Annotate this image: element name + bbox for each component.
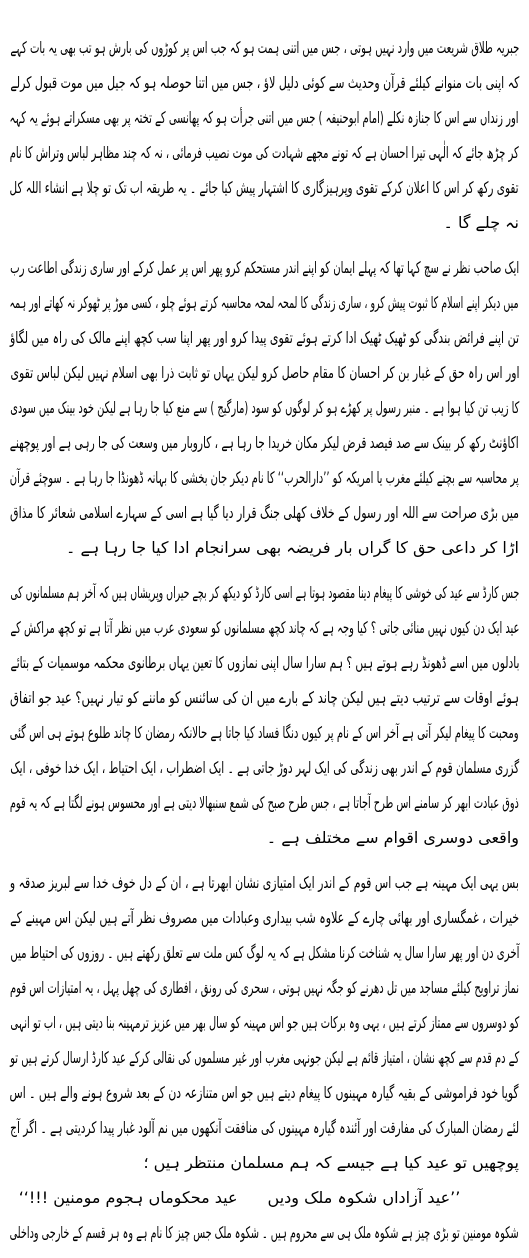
text-line [10,530,519,565]
text-line [10,785,519,820]
line-text: کر چڑھ جائے کہ الٰہی تیرا احسان ہے کہ تونے مجھے شہادت کی موت نصیب فرمائی ، نہ کہ چند مظاہر لباس وتراش کا نام [9,143,519,162]
line-text: شکوہ مومنین تو بڑی چیز ہے شکوہ ملک ہی سے محروم ہیں ۔ شکوہ ملک جس چیز کا نام ہے وہ ہر قسم کے خارجی وداخلی [10,1223,519,1242]
line-text: آخری دن اور پھر سارا سال یہ شناخت کرنا مشکل ہے کہ یہ لوگ کس ملت سے تعلق رکھتے ہیں ۔ روزوں کی احتیاط میں [9,943,519,962]
line-text: نہ چلے گا ۔ [443,213,519,232]
line-text: جس کارڈ سے عید کی خوشی کا پیغام دینا مقصود ہوتا ہے اسی کارڈ کو دیکھ کر بچے حیراں وپریشاں ہیں کہ آخر ہم مسلمانوں کی [10,583,519,602]
text-line [10,425,519,460]
text-line [10,285,519,320]
line-text: بس یہی ایک مہینہ ہے جب اس قوم کے اندر ایک امتیازی نشان ابھرتا ہے ، ان کے دل خوف خدا سے لبریز صدقہ و [10,873,519,892]
text-line [10,1005,519,1040]
line-text: جبریہ طلاق شریعت میں وارد نہیں ہوتی ، جس میں اتنی ہمت ہو کہ جب اس پر کوڑوں کی بارش ہو تب بھی یہ بات کہے [10,38,519,57]
text-line [10,715,519,750]
line-text: ہوئے اوقات سے ترتیب دیتے ہیں لیکن چاند کے بارے میں ان کی سائنس کو ماننے کو تیار نہیں؟ عید جو اتفاق [10,688,519,707]
line-text: اکاؤنٹ رکھ کر بینک سے صد فیصد قرض لیکر مکان خریدا جا رہا ہے ، کاروبار میں وسعت کی جا رہی ہے اور پوچھنے [10,433,519,452]
text-line [10,355,519,390]
text-line [10,680,519,715]
text-line [10,135,519,170]
line-text: گزری مسلمان قوم کے اندر بھی زندگی کی ایک لہر دوڑ جاتی ہے ۔ ایک اضطراب ، ایک احتیاط ، ایک خدا خوفی ، ایک [9,758,519,777]
line-text: ومحبت کا پیغام لیکر آتی ہے آخر اس کے نام پر کیوں دنگا فساد کیا جاتا ہے حالانکہ رمضان کا چاند طلوع ہوتے ہی اس گئی [10,723,519,742]
text-line [10,1145,519,1180]
text-line [10,30,519,65]
paragraph [10,575,519,855]
line-text: تقوی رکھ کر اس کا اعلان کرکے تقوی وپرہیزگاری کا اشتہار پیش کیا جائے ۔ یہ طریقہ اب تک تو چلا ہے انشاء اللہ کل [10,178,519,197]
text-line [10,900,519,935]
line-text: اور زنداں سے اس کا جنازہ نکلے (امام ابوحنیفہ ) جس میں اتنی جرأت ہو کہ پھانسی کے تختہ پر بھی مسکراتے ہوئے یہ کہہ [9,108,519,127]
line-text: لئے رمضان المبارک کی مفارقت اور آئندہ گیارہ مہینوں کی منافقت آنکھوں میں نم آلود غبار پیدا کردیتی ہے ۔ اگر آج [10,1118,519,1137]
line-text: بادلوں میں اسے ڈھونڈ رہے ہوتے ہیں ؟ ہم سارا سال اپنی نمازوں کا تعین یہاں برطانوی محکمہ موسمیات کے بتائے [9,653,519,672]
line-text: میں دیکر اپنے اسلام کا ثبوت پیش کرو ، ساری زندگی کا لمحہ لمحہ محاسبہ کرتے ہوئے چلو ، کسی موڑ پر ٹھوکر نہ کھاتے اور ہمہ [9,293,519,312]
line-text: پوچھیں تو عید کیا ہے جیسے کہ ہم مسلمان منتظر ہیں ؛ [143,1153,519,1172]
text-line [10,170,519,205]
text-line [10,205,519,240]
text-line [10,1040,519,1075]
text-line [10,645,519,680]
line-text: ایک صاحب نظر نے سچ کہا تھا کہ پہلے ایمان کو اپنے اندر مستحکم کرو پھر اس پر عمل کرکے اور ساری زندگی اطاعت رب [9,258,519,277]
verse-couplet [10,1180,519,1215]
text-line [10,1110,519,1145]
text-line [10,1075,519,1110]
line-text: گویا خود فراموشی کے بقیہ گیارہ مہینوں کا پیغام دیتے ہیں جو اس متنازعہ دن کے بعد شروع ہونے والے ہیں ۔ اس [9,1083,519,1102]
line-text: پر محاسبہ سے بچنے کیلئے مغرب یا امریکہ کو ’’دارالحرب‘‘ کا نام دیکر جان بخشی کا بہانہ ڈھونڈا جا رہا ہے ۔ سوچئے قرآن [10,468,519,487]
line-text: خیرات ، غمگساری اور بھائی چارے کے علاوہ شب بیداری وعبادات میں مصروف نظر آتے ہیں لیکن اس مہینے کے [10,908,519,927]
line-text: میں بڑی صراحت سے اللہ اور رسول کے خلاف کھلی جنگ قرار دیا گیا ہے اسی کے سہارے اسلامی شعائر کا مذاق [10,503,519,522]
text-line [10,575,519,610]
line-text: ذوق عبادت ابھر کر سامنے اس طرح آجاتا ہے ، جس طرح صبح کی شمع سنبھالا دیتی ہے اور محسوس ہونے لگتا ہے کہ یہ قوم [9,793,519,812]
text-line [10,970,519,1005]
line-text: کو دوسروں سے ممتاز کرتے ہیں ، یہی وہ برکات ہیں جو اس مہینہ کو سال بھر میں عزیز ترمہینہ بنا دیتی ہیں ، اب تو انہی [9,1013,519,1032]
text-line [10,1215,519,1250]
text-line [10,460,519,495]
line-text: کا زیب تن کیا ہوا ہے ۔ منبر رسول پر کھڑے ہو کر لوگوں کو سود (مارگیج ) سے منع کیا جا رہا ہے لیکن خود بینک میں سودی [9,398,519,417]
line-text: اڑا کر داعی حق کا گراں بار فریضہ بھی سرانجام ادا کیا جا رہا ہے ۔ [65,538,519,557]
line-text: عید ایک دن کیوں نہیں منائی جاتی ؟ کیا وجہ ہے کہ چاند کچھ مسلمانوں کو سعودی عرب میں نظر آتا ہے تو کچھ مراکش کے [9,618,519,637]
paragraph [10,30,519,240]
text-line [10,250,519,285]
line-text: اور اس راہ حق کے غبار بن کر احسان کا مقام حاصل کرو لیکن یہاں تو ثابت ذرا بھی اسلام نہیں لیکن لباس تقوی [10,363,519,382]
text-line [10,390,519,425]
text-line [10,610,519,645]
text-line [10,100,519,135]
line-text: واقعی دوسری اقوام سے مختلف ہے ۔ [266,828,519,847]
line-text: تن اپنے فرائض بندگی کو ٹھیک ٹھیک ادا کرتے ہوئے تقوی پیدا کرو اور پھر اپنا سب کچھ اپنے مالک کی راہ میں لگاؤ [9,328,519,347]
text-line [10,935,519,970]
verse-first-hemistich: ’’عید آزاداں شکوہ ملک ودیں [267,1188,461,1207]
text-line [10,820,519,855]
text-line [10,65,519,100]
paragraph [10,865,519,1250]
text-line [10,495,519,530]
verse-second-hemistich: عید محکوماں ہجوم مومنین !!!‘‘ [18,1188,238,1207]
line-text: نماز تراویح کیلئے مساجد میں تل دھرنے کو جگہ نہیں ہوتی ، سحری کی رونق ، افطاری کی چھل پہل ، یہ امتیازات اس قوم [10,978,519,997]
text-line [10,865,519,900]
text-line [10,750,519,785]
paragraph [10,250,519,565]
line-text: کے دم قدم سے کچھ نشان ، امتیاز قائم ہے لیکن جونہی مغرب اور غیر مسلموں کی نقالی کرکے عید کارڈ ارسال کرتے ہیں تو [9,1048,519,1067]
line-text: کہ اپنی بات منوانے کیلئے قرآن وحدیث سے کوئی دلیل لاؤ ، جس میں اتنا حوصلہ ہو کہ جیل میں موت قبول کرلے [9,73,519,92]
text-line [10,320,519,355]
